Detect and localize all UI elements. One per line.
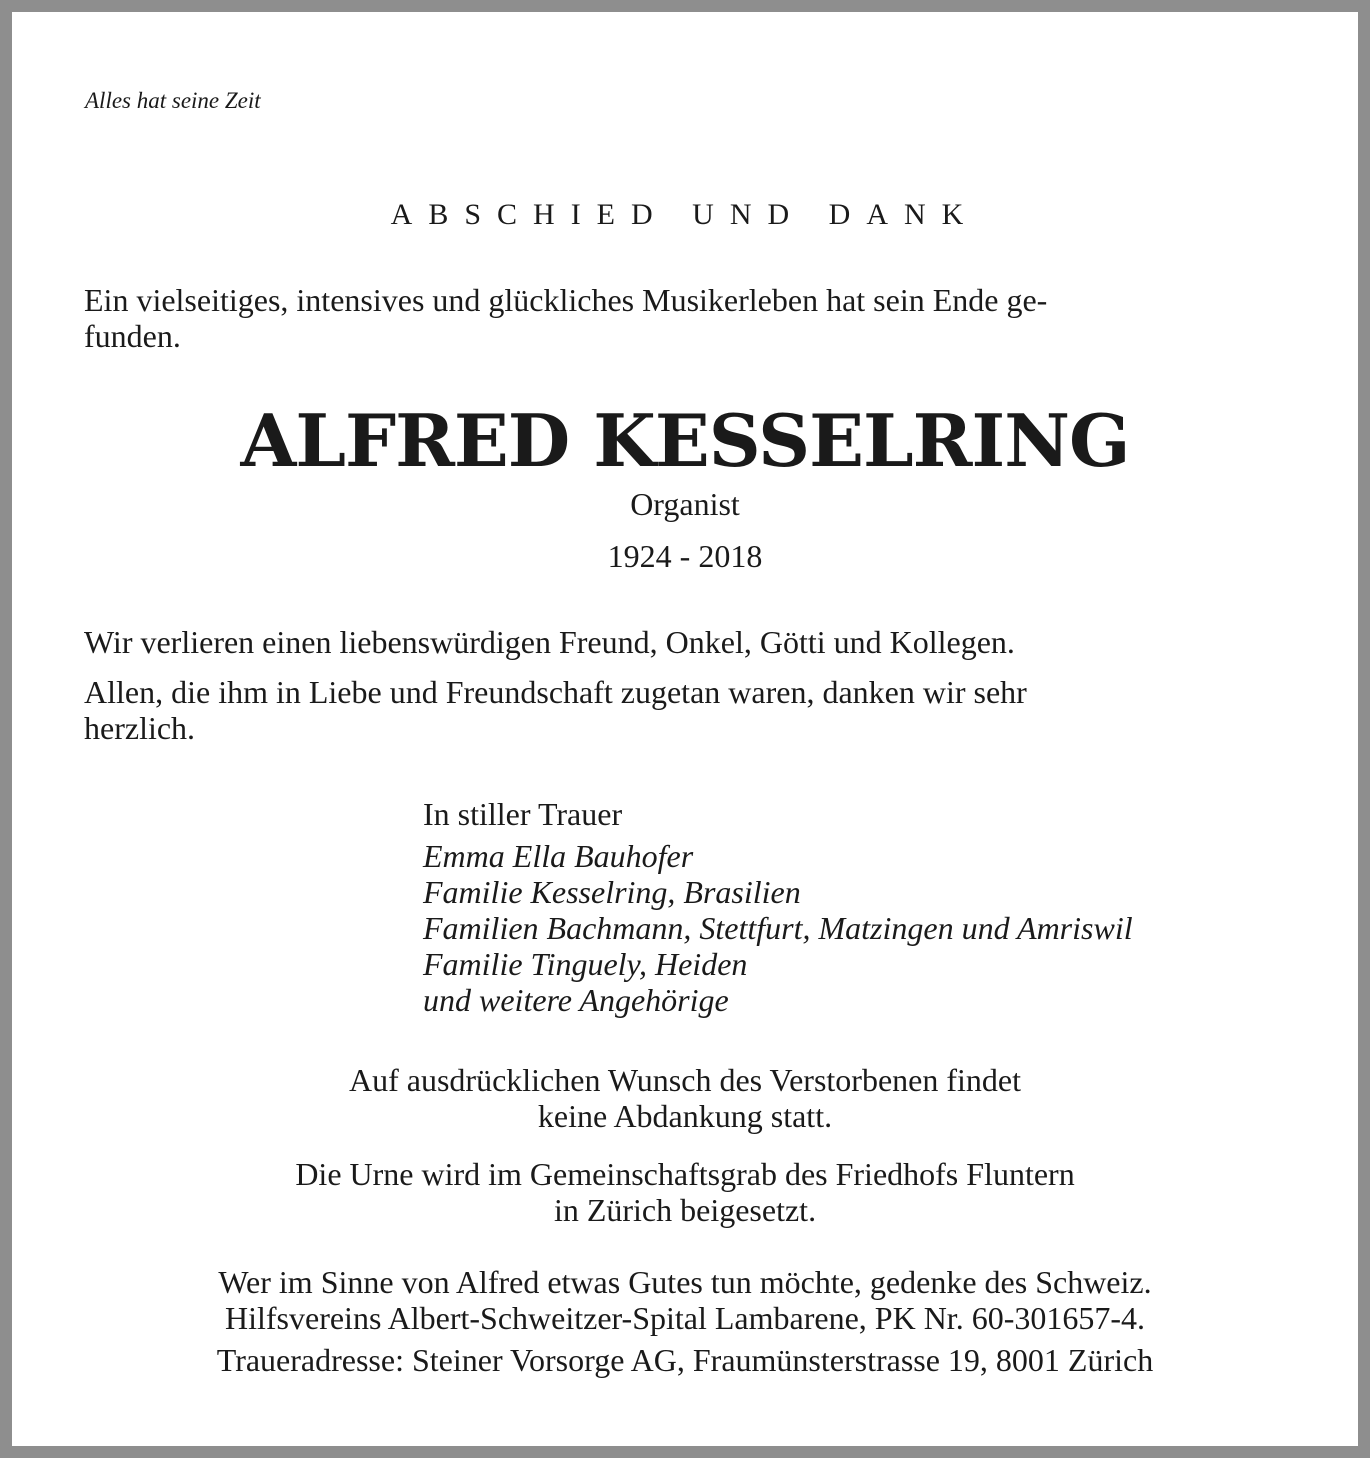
mourner-name: und weitere Angehörige xyxy=(423,982,729,1018)
urn-notice xyxy=(12,1156,1358,1228)
deceased-role: Organist xyxy=(630,486,740,522)
mourner-name: Familie Tinguely, Heiden xyxy=(423,946,748,982)
thanks-line: herzlich. xyxy=(84,710,196,746)
no-service-notice xyxy=(12,1062,1358,1134)
notice-line: Auf ausdrücklichen Wunsch des Verstorbenen findet xyxy=(348,1062,1021,1098)
notice-line: Wer im Sinne von Alfred etwas Gutes tun möchte, gedenke des Schweiz. xyxy=(218,1264,1152,1300)
intro-paragraph xyxy=(84,282,1288,354)
notice-line: Hilfsvereins Albert-Schweitzer-Spital Lambarene, PK Nr. 60-301657-4. xyxy=(224,1300,1145,1336)
donation-notice xyxy=(12,1264,1358,1336)
intro-line: funden. xyxy=(84,318,181,354)
address-line: Traueradresse: Steiner Vorsorge AG, Fraumünsterstrasse 19, 8001 Zürich xyxy=(216,1342,1154,1378)
thanks-paragraph xyxy=(84,674,1288,746)
mourner-name: Emma Ella Bauhofer xyxy=(423,838,694,874)
mourning-address xyxy=(12,1342,1358,1378)
mourner-name: Familie Kesselring, Brasilien xyxy=(423,874,801,910)
obituary-notice xyxy=(12,12,1358,1446)
notice-line: Die Urne wird im Gemeinschaftsgrab des Friedhofs Fluntern xyxy=(295,1156,1075,1192)
heading: ABSCHIED UND DANK xyxy=(390,198,980,231)
intro-line: Ein vielseitiges, intensives und glückliches Musikerleben hat sein Ende ge- xyxy=(84,282,1048,318)
mourners-label: In stiller Trauer xyxy=(423,796,623,832)
mourners-block xyxy=(423,796,1133,1018)
deceased-years: 1924 - 2018 xyxy=(607,538,763,574)
mourner-name: Familien Bachmann, Stettfurt, Matzingen und Amriswil xyxy=(423,910,1133,946)
notice-line: in Zürich beigesetzt. xyxy=(553,1192,817,1228)
thanks-line: Allen, die ihm in Liebe und Freundschaft zugetan waren, danken wir sehr xyxy=(84,674,1027,710)
deceased-name: ALFRED KESSELRING xyxy=(240,398,1130,483)
loss-paragraph: Wir verlieren einen liebenswürdigen Freund, Onkel, Götti und Kollegen. xyxy=(84,624,1015,660)
motto: Alles hat seine Zeit xyxy=(85,88,261,113)
notice-line: keine Abdankung statt. xyxy=(537,1098,833,1134)
